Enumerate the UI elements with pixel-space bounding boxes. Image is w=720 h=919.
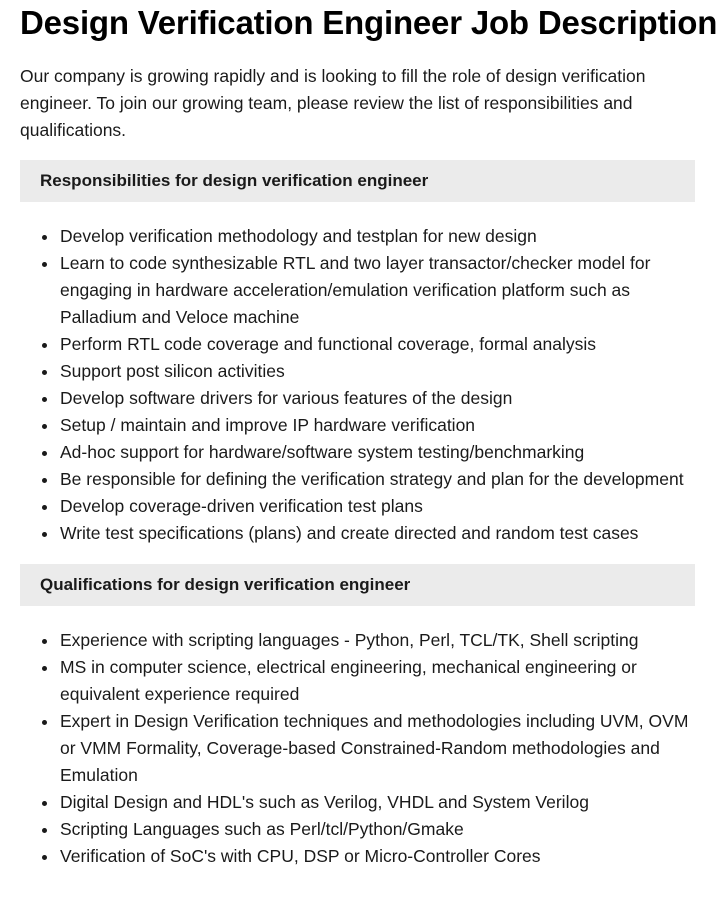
list-item-text: Verification of SoC's with CPU, DSP or Micro-Controller Cores (60, 846, 541, 866)
list-item-text: Support post silicon activities (60, 361, 285, 381)
list-item-text: Expert in Design Verification techniques and methodologies including UVM, OVM or VMM Formality, Coverage-based Constrained-Random methodologies and Emulation (60, 711, 689, 785)
bullet-icon (42, 532, 47, 537)
list-item (20, 520, 695, 547)
list-item (20, 493, 695, 520)
list-item-text: Scripting Languages such as Perl/tcl/Python/Gmake (60, 819, 464, 839)
bullet-icon (42, 666, 47, 671)
page-title: Design Verification Engineer Job Description (20, 4, 718, 41)
list-item-text: Setup / maintain and improve IP hardware verification (60, 415, 476, 435)
bullet-icon (42, 397, 47, 402)
bullet-icon (42, 478, 47, 483)
list-item-text: Digital Design and HDL's such as Verilog, VHDL and System Verilog (60, 792, 589, 812)
responsibilities-section-header (20, 160, 695, 202)
list-item-text: Perform RTL code coverage and functional coverage, formal analysis (60, 334, 596, 354)
bullet-icon (42, 828, 47, 833)
list-item-text: Ad-hoc support for hardware/software system testing/benchmarking (60, 442, 585, 462)
bullet-icon (42, 262, 47, 267)
bullet-icon (42, 235, 47, 240)
list-item-text: Develop coverage-driven verification test plans (60, 496, 423, 516)
qualifications-list (20, 627, 695, 870)
responsibilities-list (20, 223, 695, 547)
list-item (20, 816, 695, 843)
qualifications-section-header (20, 564, 695, 606)
intro-paragraph: Our company is growing rapidly and is looking to fill the role of design verification engineer. To join our growing team, please review the list of responsibilities and qualifications. (20, 66, 646, 140)
bullet-icon (42, 424, 47, 429)
bullet-icon (42, 855, 47, 860)
list-item-text: Write test specifications (plans) and create directed and random test cases (60, 523, 639, 543)
list-item-text: Develop verification methodology and testplan for new design (60, 226, 537, 246)
bullet-icon (42, 720, 47, 725)
bullet-icon (42, 639, 47, 644)
list-item (20, 385, 695, 412)
bullet-icon (42, 370, 47, 375)
list-item-text: MS in computer science, electrical engineering, mechanical engineering or equivalent experience required (60, 657, 637, 704)
list-item (20, 708, 695, 789)
list-item-text: Experience with scripting languages - Python, Perl, TCL/TK, Shell scripting (60, 630, 639, 650)
bullet-icon (42, 505, 47, 510)
list-item-text: Develop software drivers for various features of the design (60, 388, 513, 408)
list-item (20, 223, 695, 250)
bullet-icon (42, 451, 47, 456)
list-item-text: Be responsible for defining the verification strategy and plan for the development (60, 469, 684, 489)
list-item (20, 412, 695, 439)
list-item (20, 789, 695, 816)
list-item (20, 627, 695, 654)
list-item (20, 654, 695, 708)
list-item-text: Learn to code synthesizable RTL and two layer transactor/checker model for engaging in hardware acceleration/emulation verification platform such as Palladium and Veloce machine (60, 253, 651, 327)
list-item (20, 331, 695, 358)
list-item (20, 843, 695, 870)
qualifications-heading: Qualifications for design verification engineer (40, 575, 411, 594)
list-item (20, 250, 695, 331)
list-item (20, 358, 695, 385)
list-item (20, 466, 695, 493)
responsibilities-heading: Responsibilities for design verification engineer (40, 171, 429, 190)
bullet-icon (42, 343, 47, 348)
bullet-icon (42, 801, 47, 806)
list-item (20, 439, 695, 466)
